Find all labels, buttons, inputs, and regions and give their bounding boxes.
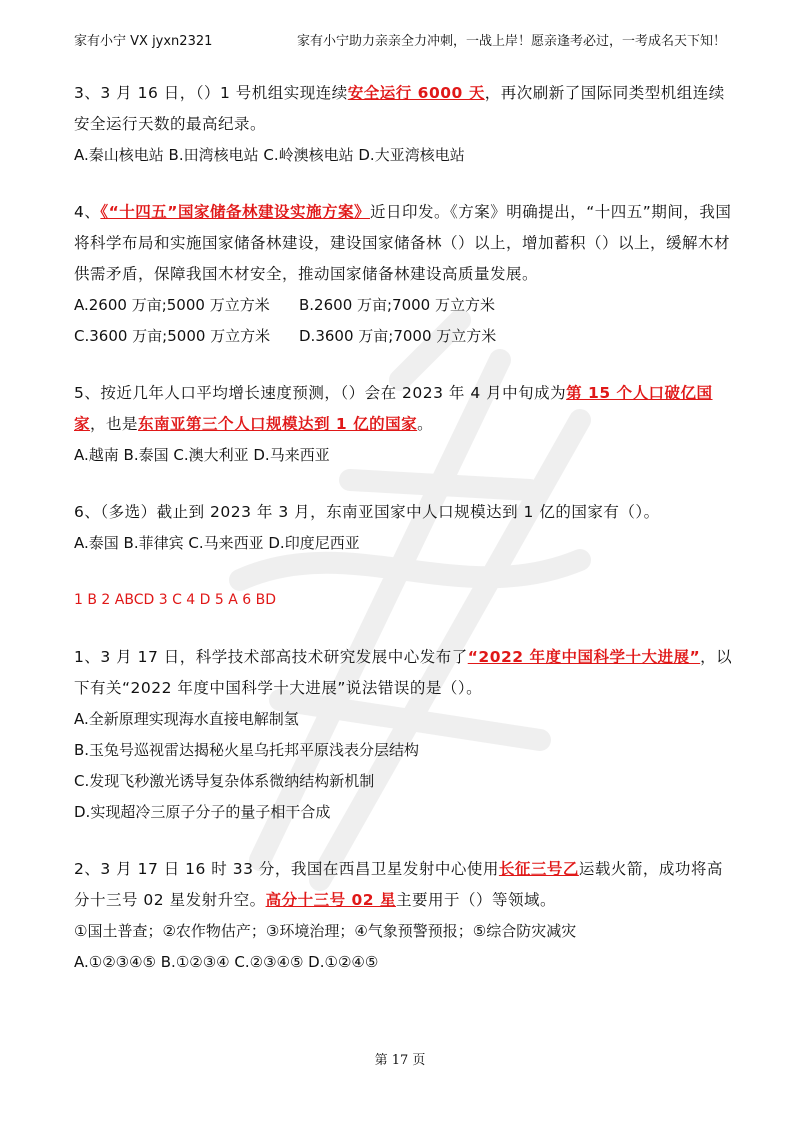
highlight: 第 15 个人口破亿国家 [74, 384, 713, 433]
question-4: 4、《“十四五”国家储备林建设实施方案》近日印发。《方案》明确提出，“十四五”期间，我国将科学布局和实施国家储备林建设，建设国家储备林（）以上，增加蓄积（）以上，缓解木材供需矛盾，保障我国木材安全，推动国家储备林建设高质量发展。 [74, 203, 732, 283]
question-4-options [74, 290, 734, 352]
highlight: 长征三号乙 [498, 860, 579, 878]
question-6: 6、（多选）截止到 2023 年 3 月，东南亚国家中人口规模达到 1 亿的国家有（）。 [74, 503, 660, 521]
question-5: 5、按近几年人口平均增长速度预测，（）会在 2023 年 4 月中旬成为第 15 个人口破亿国家，也是东南亚第三个人口规模达到 1 亿的国家。 [74, 384, 713, 433]
option: B.玉兔号巡视雷达揭秘火星乌托邦平原浅表分层结构 [74, 741, 420, 759]
question-2b: 2、3 月 17 日 16 时 33 分，我国在西昌卫星发射中心使用长征三号乙运载火箭，成功将高分十三号 02 星发射升空。高分十三号 02 星主要用于（）等领域。 [74, 860, 723, 909]
option: D.3600 万亩;7000 万立方米 [299, 327, 497, 345]
option: A.全新原理实现海水直接电解制氢 [74, 710, 299, 728]
question-2b-options: A.①②③④⑤ B.①②③④ C.②③④⑤ D.①②④⑤ [74, 953, 379, 971]
highlight: 《“十四五”国家储备林建设实施方案》 [100, 203, 371, 221]
option: D.实现超冷三原子分子的量子相干合成 [74, 803, 331, 821]
question-5-options: A.越南 B.泰国 C.澳大利亚 D.马来西亚 [74, 446, 330, 464]
question-6-options: A.泰国 B.菲律宾 C.马来西亚 D.印度尼西亚 [74, 534, 360, 552]
header-left-text: 家有小宁 VX jyxn2321 [74, 34, 213, 49]
question-1b: 1、3 月 17 日，科学技术部高技术研究发展中心发布了“2022 年度中国科学十大进展”，以下有关“2022 年度中国科学十大进展”说法错误的是（）。 [74, 648, 733, 697]
document-body [74, 78, 734, 978]
question-3-options: A.秦山核电站 B.田湾核电站 C.岭澳核电站 D.大亚湾核电站 [74, 146, 465, 164]
option: B.2600 万亩;7000 万立方米 [299, 296, 495, 314]
header-right-text: 家有小宁助力亲亲全力冲刺，一战上岸！愿亲逢考必过，一考成名天下知！ [296, 34, 726, 49]
question-2b-items: ①国土普查；②农作物估产；③环境治理；④气象预警预报；⑤综合防灾减灾 [74, 922, 577, 940]
option: C.3600 万亩;5000 万立方米 [74, 327, 271, 345]
answer-key: 1 B 2 ABCD 3 C 4 D 5 A 6 BD [74, 592, 277, 608]
highlight: 东南亚第三个人口规模达到 1 亿的国家 [138, 415, 418, 433]
page-header [74, 30, 726, 52]
highlight: 安全运行 6000 天 [347, 84, 485, 102]
question-3: 3、3 月 16 日，（）1 号机组实现连续安全运行 6000 天，再次刷新了国际同类型机组连续安全运行天数的最高纪录。 [74, 84, 725, 133]
option: A.2600 万亩;5000 万立方米 [74, 296, 270, 314]
option: C.发现飞秒激光诱导复杂体系微纳结构新机制 [74, 772, 375, 790]
highlight: “2022 年度中国科学十大进展” [467, 648, 701, 666]
page-number: 第 17 页 [374, 1053, 426, 1068]
highlight: 高分十三号 02 星 [265, 891, 396, 909]
